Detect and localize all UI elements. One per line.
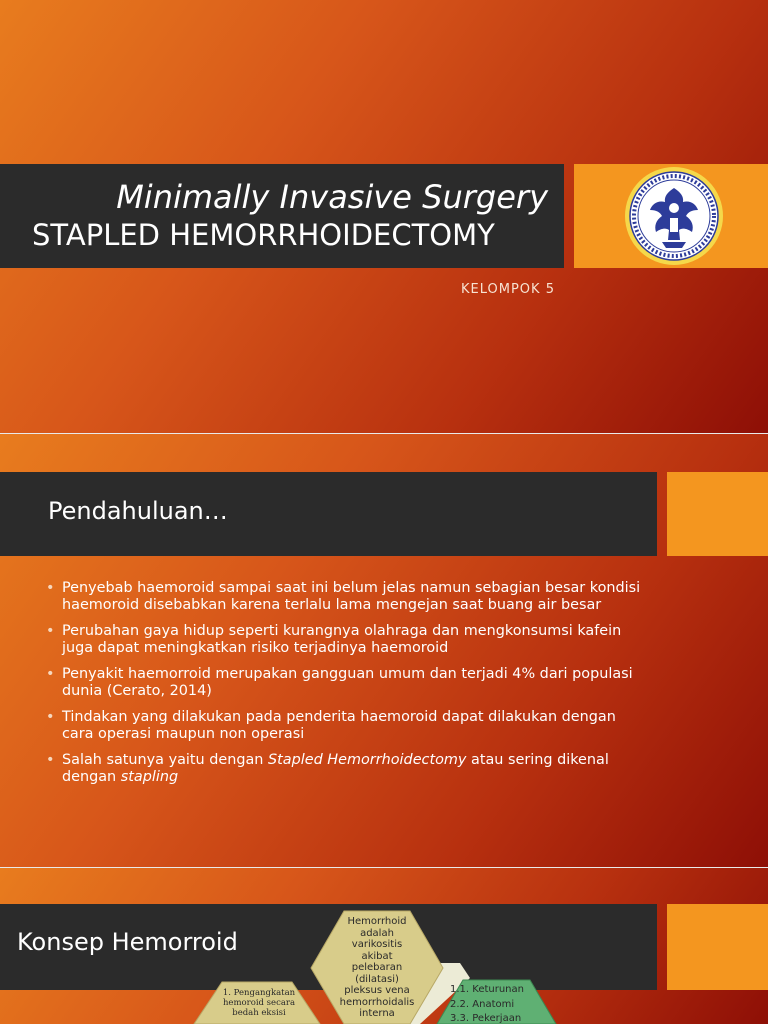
bullet-item: • Perubahan gaya hidup seperti kurangnya olahraga dan mengkonsumsi kafein juga dapat meningkatkan risiko terjadinya haemoroid bbox=[46, 623, 646, 656]
hex-line: Hemorrhoid bbox=[347, 916, 407, 927]
hex-line: interna bbox=[359, 1008, 395, 1019]
hex-definition-text bbox=[322, 916, 432, 1020]
group-byline: KELOMPOK 5 bbox=[461, 282, 555, 297]
hex-line: (dilatasi) bbox=[355, 973, 399, 985]
presentation-subtitle: STAPLED HEMORRHOIDECTOMY bbox=[32, 218, 495, 252]
bullet-item: • Penyakit haemorroid merupakan gangguan umum dan terjadi 4% dari populasi dunia (Cerato, 2014) bbox=[46, 666, 646, 699]
accent-box bbox=[667, 472, 768, 556]
hex-causes-text bbox=[450, 983, 540, 1024]
bullet-list bbox=[46, 580, 646, 795]
hex-line: varikositis bbox=[351, 939, 403, 950]
hex-treatment-text bbox=[210, 988, 308, 1018]
presentation-title: Minimally Invasive Surgery bbox=[116, 178, 548, 216]
slide-introduction bbox=[0, 434, 768, 867]
slide-heading: Pendahuluan… bbox=[48, 497, 228, 525]
bullet-text: Salah satunya yaitu dengan bbox=[62, 752, 269, 768]
university-seal-icon bbox=[624, 166, 724, 266]
hex-line: bedah eksisi bbox=[232, 1008, 286, 1018]
hex-line: pelebaran bbox=[351, 962, 403, 973]
slide-hemorrhoid-concept bbox=[0, 868, 768, 1024]
bullet-text: atau sering dikenal dengan bbox=[62, 752, 609, 785]
slide-title bbox=[0, 0, 768, 433]
title-bar bbox=[0, 164, 564, 268]
hex-line: hemoroid secara bbox=[222, 998, 296, 1008]
hex-line: pleksus vena bbox=[344, 985, 410, 996]
hex-line: akibat bbox=[361, 950, 393, 962]
hex-line: hemorrhoidalis bbox=[339, 996, 415, 1008]
bullet-emphasis: stapling bbox=[120, 768, 179, 785]
bullet-emphasis: Stapled Hemorrhoidectomy bbox=[268, 752, 467, 768]
bullet-item: • Tindakan yang dilakukan pada penderita haemoroid dapat dilakukan dengan cara operasi maupun non operasi bbox=[46, 709, 646, 742]
hex-line: adalah bbox=[360, 927, 394, 939]
hex-line: 3.3. Pekerjaan bbox=[450, 1013, 522, 1024]
title-bar bbox=[0, 472, 657, 556]
bullet-item bbox=[46, 752, 646, 785]
hex-line: 1. Pengangkatan bbox=[222, 988, 296, 998]
logo-panel bbox=[574, 164, 768, 268]
hex-line: 2.2. Anatomi bbox=[450, 998, 515, 1010]
hex-line: 1.1. Keturunan bbox=[450, 984, 524, 995]
slide-heading: Konsep Hemorroid bbox=[17, 928, 238, 956]
bullet-item: • Penyebab haemoroid sampai saat ini belum jelas namun sebagian besar kondisi haemoroid disebabkan karena terlalu lama mengejan saat buang air besar bbox=[46, 580, 646, 613]
